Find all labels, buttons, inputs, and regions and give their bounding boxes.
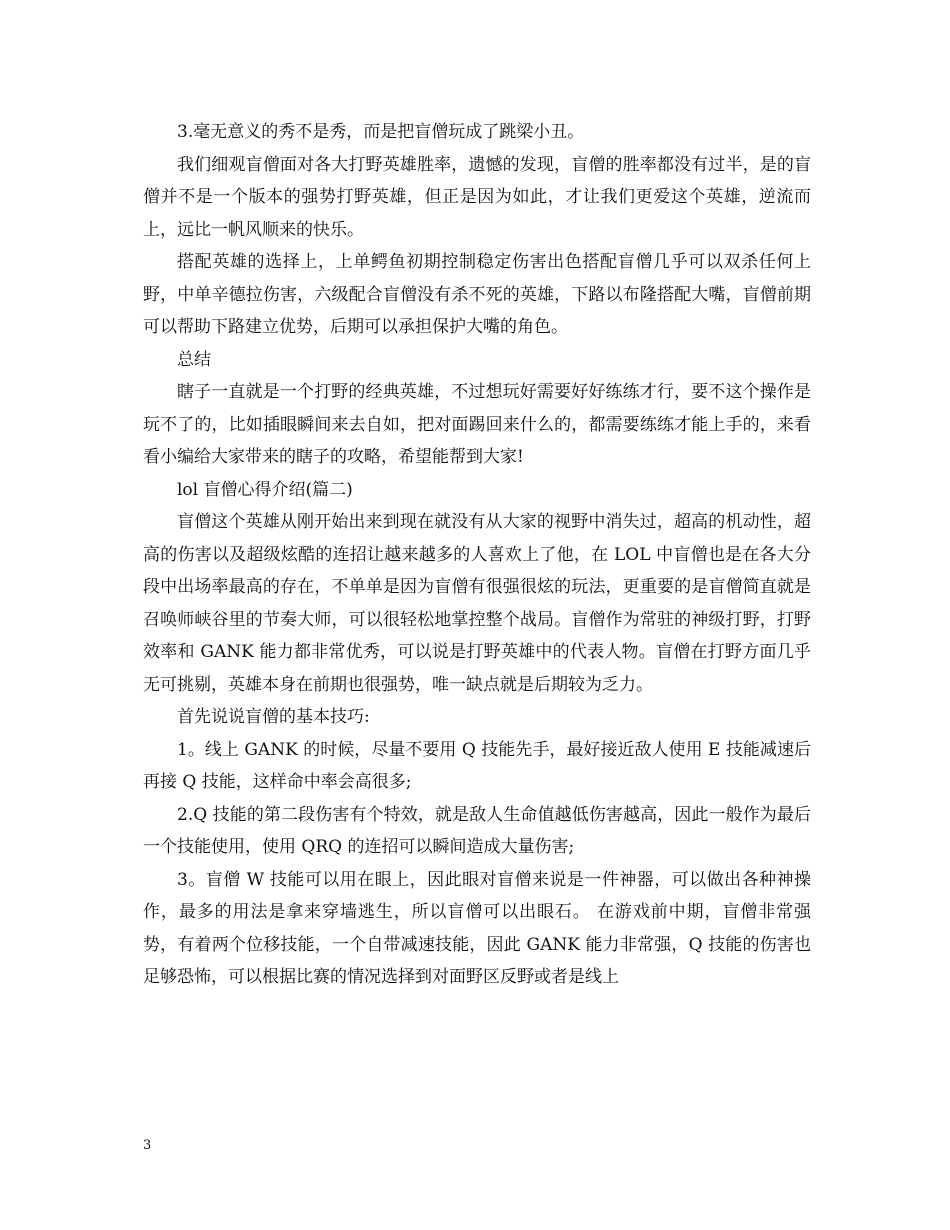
tip-2: 2.Q 技能的第二段伤害有个特效，就是敌人生命值越低伤害越高，因此一般作为最后一个技能使用，使用 QRQ 的连招可以瞬间造成大量伤害;	[143, 804, 811, 857]
paragraph-2: 我们细观盲僧面对各大打野英雄胜率，遗憾的发现，盲僧的胜率都没有过半，是的盲僧并不是一个版本的强势打野英雄，但正是因为如此，才让我们更爱这个英雄，逆流而上，远比一帆风顺来的快乐。	[143, 154, 811, 240]
paragraph-1: 3.毫无意义的秀不是秀，而是把盲僧玩成了跳梁小丑。	[177, 122, 585, 142]
section-heading-part-two: lol 盲僧心得介绍(篇二)	[177, 479, 353, 500]
document-body	[143, 116, 811, 994]
tip-3: 3。盲僧 W 技能可以用在眼上，因此眼对盲僧来说是一件神器，可以做出各种神操作，最多的用法是拿来穿墙逃生，所以盲僧可以出眼石。 在游戏前中期，盲僧非常强势，有着两个位移技能，一个自带减速技能，因此 GANK 能力非常强，Q 技能的伤害也足够恐怖，可以根据比赛的情况选择到对面野区反野或者是线上	[143, 869, 811, 987]
paragraph-3: 搭配英雄的选择上，上单鳄鱼初期控制稳定伤害出色搭配盲僧几乎可以双杀任何上野，中单辛德拉伤害，六级配合盲僧没有杀不死的英雄，下路以布隆搭配大嘴，盲僧前期可以帮助下路建立优势，后期可以承担保护大嘴的角色。	[143, 252, 811, 337]
paragraph-5: 瞎子一直就是一个打野的经典英雄，不过想玩好需要好好练练才行，要不这个操作是玩不了的，比如插眼瞬间来去自如，把对面踢回来什么的，都需要练练才能上手的，来看看小编给大家带来的瞎子的攻略，希望能帮到大家!	[143, 382, 811, 467]
paragraph-7: 盲僧这个英雄从刚开始出来到现在就没有从大家的视野中消失过，超高的机动性，超高的伤害以及超级炫酷的连招让越来越多的人喜欢上了他，在 LOL 中盲僧也是在各大分段中出场率最高的存在，不单单是因为盲僧有很强很炫的玩法，更重要的是盲僧简直就是召唤师峡谷里的节奏大师，可以很轻松地掌控整个战局。盲僧作为常驻的神级打野，打野效率和 GANK 能力都非常优秀，可以说是打野英雄中的代表人物。盲僧在打野方面几乎无可挑剔，英雄本身在前期也很强势，唯一缺点就是后期较为乏力。	[143, 512, 811, 695]
section-heading-summary: 总结	[177, 349, 211, 370]
tip-1: 1。线上 GANK 的时候，尽量不要用 Q 技能先手，最好接近敌人使用 E 技能减速后再接 Q 技能，这样命中率会高很多;	[143, 739, 811, 792]
page-number: 3	[143, 1138, 152, 1153]
paragraph-8: 首先说说盲僧的基本技巧:	[177, 707, 370, 727]
